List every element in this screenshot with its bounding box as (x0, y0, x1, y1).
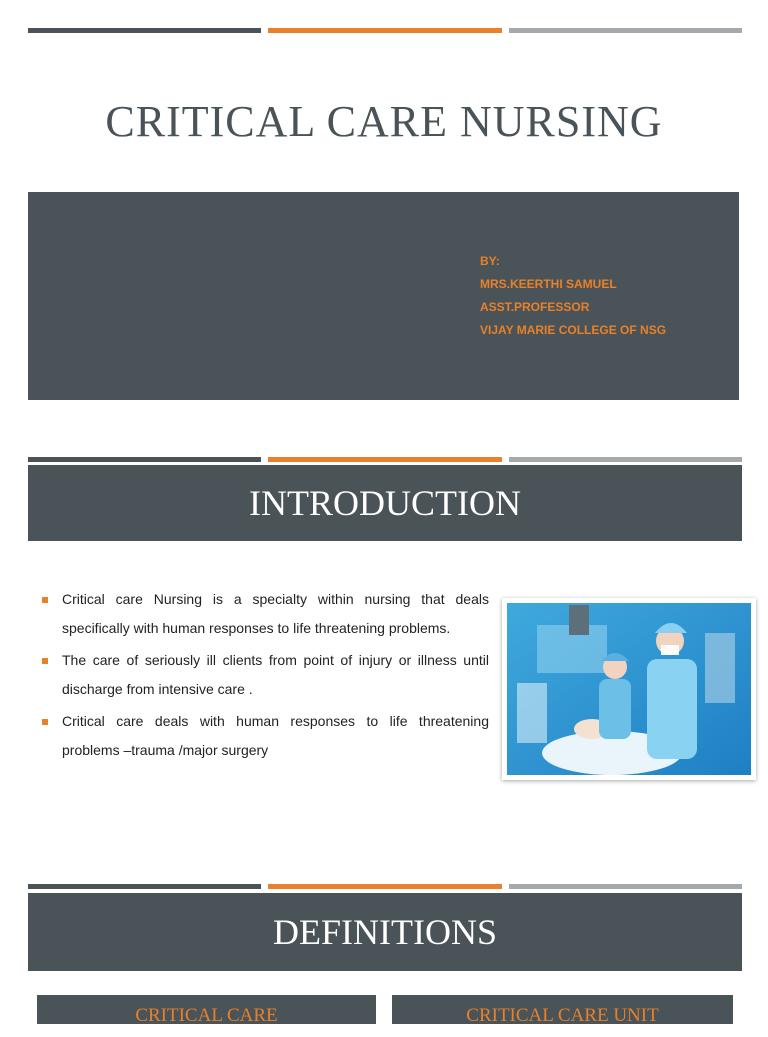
author-info (480, 250, 666, 342)
icu-photo (502, 598, 756, 780)
author-name: MRS.KEERTHI SAMUEL (480, 277, 617, 291)
accent-bar-gray (509, 457, 742, 462)
bullet-icon (42, 658, 48, 664)
author-panel (28, 192, 739, 400)
author-by: BY: (480, 254, 500, 268)
accent-bar-dark (28, 884, 261, 889)
slide-title: CRITICAL CARE NURSING (105, 97, 663, 146)
icu-scene-illustration (507, 603, 751, 775)
accent-bar-orange (268, 884, 502, 889)
list-item (42, 707, 489, 765)
definitions-heading: DEFINITIONS (28, 893, 742, 971)
introduction-bullets (42, 585, 489, 768)
accent-bar-orange (268, 457, 502, 462)
accent-bar-gray (509, 28, 742, 33)
author-role: ASST.PROFESSOR (480, 300, 590, 314)
accent-bar-dark (28, 28, 261, 33)
definition-box-critical-care: CRITICAL CARE (37, 995, 376, 1024)
list-item (42, 585, 489, 643)
accent-bar-orange (268, 28, 502, 33)
bullet-text: Critical care Nursing is a specialty within nursing that deals specifically with human responses to life threatening problems. (62, 591, 489, 636)
author-college: VIJAY MARIE COLLEGE OF NSG (480, 323, 667, 337)
definitions-accent-bars (28, 884, 742, 889)
accent-bar-gray (509, 884, 742, 889)
bullet-text: Critical care deals with human responses to life threatening problems –trauma /major surgery (62, 713, 489, 758)
list-item (42, 646, 489, 704)
definition-box-critical-care-unit: CRITICAL CARE UNIT (392, 995, 733, 1024)
intro-accent-bars (28, 457, 742, 462)
bullet-icon (42, 719, 48, 725)
introduction-heading: INTRODUCTION (28, 465, 742, 541)
bullet-text: The care of seriously ill clients from point of injury or illness until discharge from intensive care . (62, 652, 489, 697)
top-accent-bars (28, 28, 742, 33)
bullet-icon (42, 597, 48, 603)
accent-bar-dark (28, 457, 261, 462)
